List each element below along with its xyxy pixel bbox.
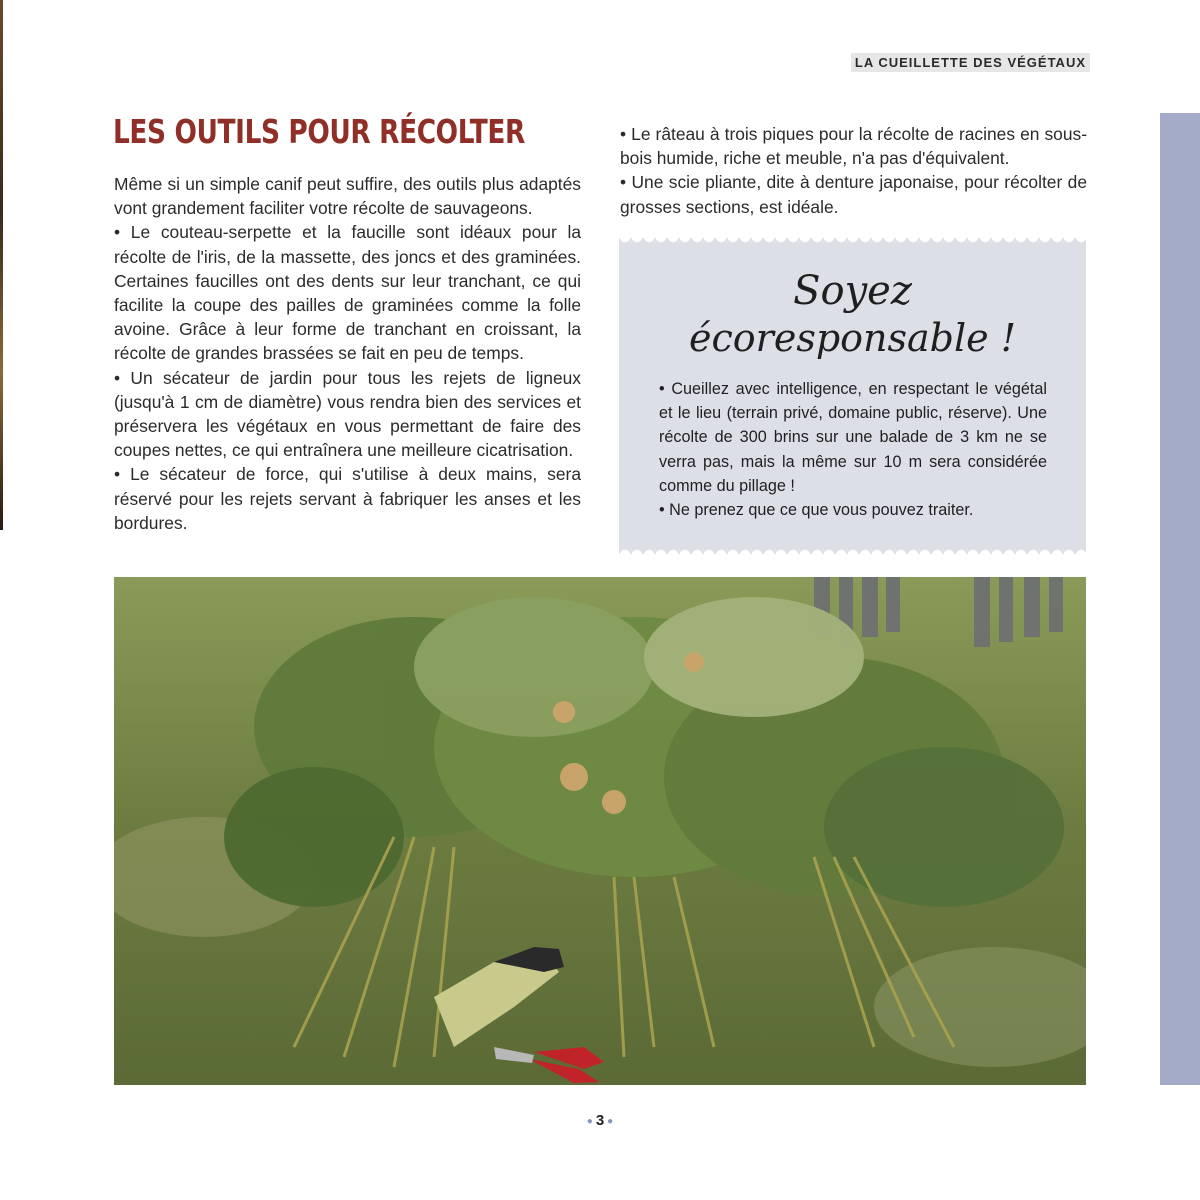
running-head: LA CUEILLETTE DES VÉGÉTAUX [851,53,1090,72]
folio-dot-left: ● [586,1115,593,1127]
callout-item: • Cueillez avec intelligence, en respectant le végétal et le lieu (terrain privé, domaine public, réserve). Une récolte de 300 brins sur une balade de 3 km ne se verra pas, mais la même sur 10 m sera considérée comme du pillage ! [659,380,1047,495]
callout-title-line2: écoresponsable ! [689,316,1016,360]
harvested-branches-image [114,577,1086,1085]
bullet-scie: • Une scie pliante, dite à denture japonaise, pour récolter de grosses sections, est idéale. [620,172,1087,217]
eco-callout-box [619,238,1086,554]
left-column [114,172,581,535]
side-tab [1160,113,1200,1085]
callout-body [659,377,1047,522]
folio-dot-right: ● [607,1115,614,1127]
bullet-secateur-force: • Le sécateur de force, qui s'utilise à deux mains, sera réservé pour les rejets servant à fabriquer les anses et les bordures. [114,464,581,533]
page-edge-strip [0,0,3,530]
bullet-serpette: • Le couteau-serpette et la faucille sont idéaux pour la récolte de l'iris, de la massette, des joncs et des graminées. Certaines faucilles ont des dents sur leur tranchant, ce qui facilite la coupe des pailles de graminées comme la folle avoine. Grâce à leur forme de tranchant en croissant, la récolte de grandes brassées se fait en peu de temps. [114,222,581,364]
page-number [0,1112,1200,1129]
bullet-secateur-jardin: • Un sécateur de jardin pour tous les rejets de ligneux (jusqu'à 1 cm de diamètre) vous rendra bien des services et préservera les végétaux en vous permettant de faire des coupes nettes, ce qui entraînera une meilleure cicatrisation. [114,367,581,461]
right-column [620,122,1087,219]
bullet-rateau: • Le râteau à trois piques pour la récolte de racines en sous-bois humide, riche et meuble, n'a pas d'équivalent. [620,124,1087,169]
callout-item: • Ne prenez que ce que vous pouvez traiter. [659,501,974,520]
page-number-value: 3 [595,1112,605,1129]
intro-paragraph: Même si un simple canif peut suffire, des outils plus adaptés vont grandement faciliter votre récolte de sauvageons. [114,174,581,219]
harvest-photo [114,577,1086,1085]
section-title: LES OUTILS POUR RÉCOLTER [113,112,525,151]
callout-title-line1: Soyez [793,268,912,314]
